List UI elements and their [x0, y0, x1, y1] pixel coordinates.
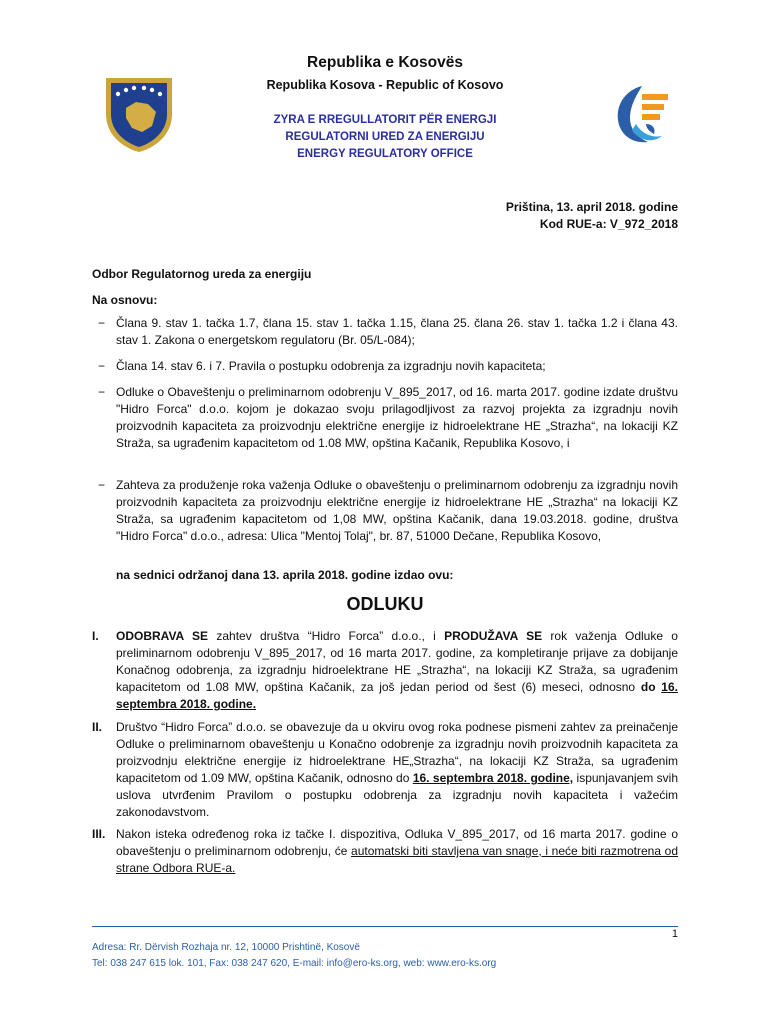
- text-run: do: [640, 680, 662, 694]
- decision-item-text: [116, 628, 678, 713]
- extension-phrase: PRODUŽAVA SE: [444, 629, 543, 643]
- text-run: ispunjavanjem svih uslova utvrđenim Pravilom o postupku odobrenja za izgradnju novih kapaciteta i važećim zakonodavstvom.: [116, 771, 678, 819]
- basis-item-text: Člana 9. stav 1. tačka 1.7, člana 15. stav 1. tačka 1.15, člana 25. člana 26. stav 1. tačka 1.2 i člana 43. stav 1. Zakona o energetskom regulatoru (Br. 05/L-084);: [116, 316, 678, 347]
- dash-bullet-icon: −: [98, 385, 106, 399]
- decision-item-text: [116, 719, 678, 821]
- document-date: Priština, 13. april 2018. godine: [505, 200, 678, 214]
- document-title: Republika e Kosovës: [307, 54, 463, 71]
- decision-item-text: [116, 826, 678, 877]
- dash-bullet-icon: −: [98, 316, 106, 330]
- footer-contact: Tel: 038 247 615 lok. 101, Fax: 038 247 620, E-mail: info@ero-ks.org, web: www.ero-ks.org: [92, 958, 497, 969]
- text-run: Društvo “Hidro Forca” d.o.o. se obavezuje da u okviru ovog roka podnese pismeni zahtev za preinačenje Odluke o preliminarnom obaveštenju u Konačno odobrenje za izgradnju novih proizvodnih kapaciteta za proizvodnju električne energije iz hidroelektrane HE„Strazha“, na lokaciji KZ Straža, sa ugrađenim kapacitetom od 1.09 MW, opština Kačanik, odnosno do: [116, 720, 678, 785]
- item-number: I.: [92, 629, 99, 643]
- text-run: zahtev društva “Hidro Forca” d.o.o., i: [208, 629, 445, 643]
- office-name-en: ENERGY REGULATORY OFFICE: [297, 148, 473, 160]
- dash-bullet-icon: −: [98, 478, 106, 492]
- ero-logo-icon: [612, 80, 674, 148]
- basis-item-text: Odluke o Obaveštenju o preliminarnom odobrenju V_895_2017, od 16. marta 2017. godine izdate društvu "Hidro Forca" d.o.o. kojom je dokazao svoju prilagodljivost za razvoj projekta za izgradnju novih proizvodnih kapaciteta za proizvodnju električne energije iz hidroelektrane HE „Strazha“, na lokaciji KZ Straža, sa ugrađenim kapacitetom od 1.08 MW, opština Kačanik, Republika Kosovo, i: [116, 385, 678, 450]
- document-subtitle: Republika Kosova - Republic of Kosovo: [266, 78, 504, 92]
- text-run: Nakon isteka određenog roka iz tačke I. dispozitiva, Odluka V_895_2017, od 16 marta 2017. godine o obaveštenju o preliminarnom odobrenju, će: [116, 827, 678, 858]
- basis-item-text: Člana 14. stav 6. i 7. Pravila o postupku odobrenja za izgradnju novih kapaciteta;: [116, 359, 546, 373]
- approval-phrase: ODOBRAVA SE: [116, 629, 209, 643]
- deadline-date: 16. septembra 2018. godine.: [116, 680, 678, 711]
- document-code: Kod RUE-a: V_972_2018: [539, 217, 678, 231]
- item-number: III.: [92, 827, 106, 841]
- office-name-sq: ZYRA E RREGULLATORIT PËR ENERGJI: [273, 114, 497, 126]
- deadline-date: 16. septembra 2018. godine,: [412, 771, 574, 785]
- basis-heading: Na osnovu:: [92, 293, 158, 307]
- page-number: 1: [671, 928, 678, 940]
- office-name-sr: REGULATORNI URED ZA ENERGIJU: [285, 131, 485, 143]
- dash-bullet-icon: −: [98, 359, 106, 373]
- basis-item-text: Zahteva za produženje roka važenja Odluke o obaveštenju o preliminarnom odobrenju za izgradnju novih proizvodnih kapaciteta za proizvodnju električne energije iz hidroelektrane HE „Strazha“ na lokaciji KZ Straža, sa ugrađenim kapacitetom od 1,08 MW, opština Kačanik, dana 19.03.2018. godine, društva "Hidro Forca" d.o.o., adresa: Ulica "Mentoj Tolaj", br. 87, 51000 Dečane, Republika Kosovo,: [116, 478, 678, 543]
- text-run: rok važenja Odluke o preliminarnom odobrenju V_895_2017, od 16 marta 2017. godine, za kompletiranje prijave za dobijanje Konačnog odobrenja, za izgradnju hidroelektrane HE „Strazha“, na lokaciji KZ Straža, sa ugrađenim kapacitetom od 1.08 MW, opština Kačanik, za još jedan period od šest (6) meseci, odnosno: [116, 629, 678, 694]
- item-number: II.: [92, 720, 103, 734]
- session-statement: na sednici održanoj dana 13. aprila 2018. godine izdao ovu:: [116, 568, 454, 582]
- footer-divider: [92, 926, 678, 927]
- footer-address: Adresa: Rr. Dërvish Rozhaja nr. 12, 10000 Prishtinë, Kosovë: [92, 942, 360, 953]
- issuing-body: Odbor Regulatornog ureda za energiju: [92, 267, 312, 281]
- decision-title: ODLUKU: [346, 594, 424, 614]
- expiry-clause: automatski biti stavljena van snage, i neće biti razmotrena od strane Odbora RUE-a.: [116, 844, 678, 875]
- kosovo-coat-of-arms-icon: [102, 74, 176, 154]
